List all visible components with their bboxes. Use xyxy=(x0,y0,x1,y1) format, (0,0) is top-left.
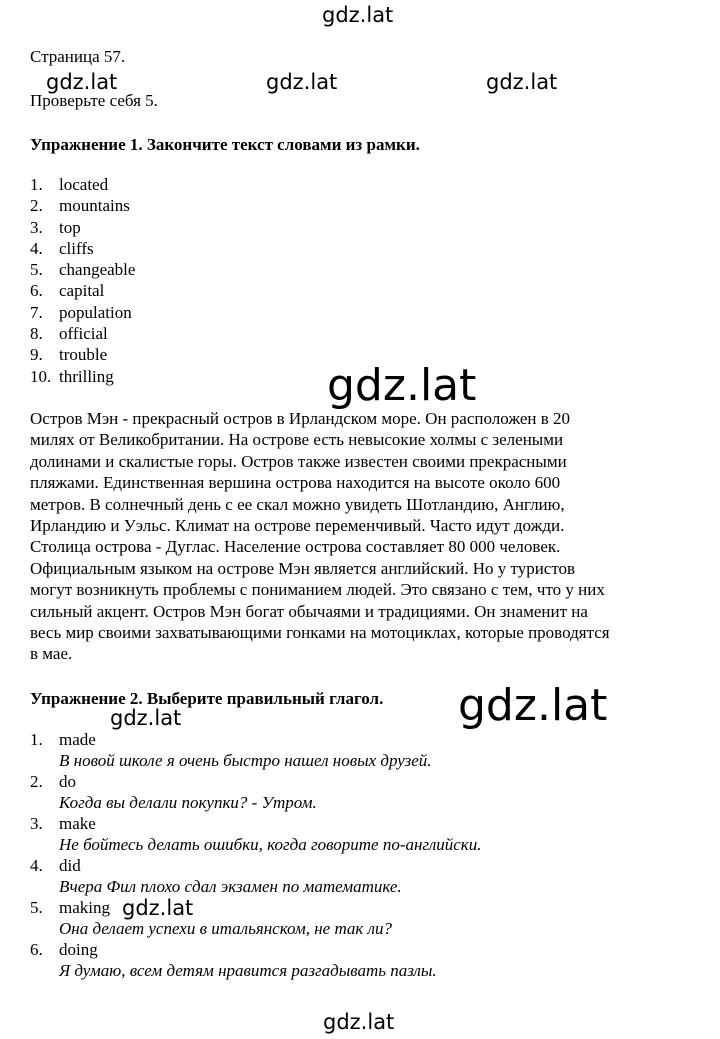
paragraph-line: весь мир своими захватывающими гонками на мотоциклах, которые проводятся xyxy=(30,623,610,643)
item-word: located xyxy=(59,175,109,194)
item-word: cliffs xyxy=(59,238,94,258)
item-word: make xyxy=(59,814,96,833)
item-word: did xyxy=(59,856,81,875)
watermark-row-mid: gdz.lat xyxy=(266,70,338,94)
item-word: mountains xyxy=(59,196,130,216)
item-translation: Не бойтесь делать ошибки, когда говорите по-английски. xyxy=(59,835,482,854)
paragraph-line: сильный акцент. Остров Мэн богат обычаями и традициями. Он знаменит на xyxy=(30,601,588,621)
item-number: 4. xyxy=(30,238,43,258)
item-number: 5. xyxy=(30,898,43,917)
watermark-big-center: gdz.lat xyxy=(327,360,477,411)
item-number: 3. xyxy=(30,217,43,237)
item-word: making xyxy=(59,898,110,917)
paragraph-line: Ирландию и Уэльс. Климат на острове переменчивый. Часто идут дожди. xyxy=(30,516,565,536)
item-number: 7. xyxy=(30,302,43,322)
item-number: 1. xyxy=(30,175,43,194)
item-word: population xyxy=(59,302,132,322)
paragraph-line: метров. В солнечный день с ее скал можно увидеть Шотландию, Англию, xyxy=(30,494,565,514)
paragraph-line: Столица острова - Дуглас. Население острова составляет 80 000 человек. xyxy=(30,537,561,557)
watermark-top: gdz.lat xyxy=(322,3,394,27)
paragraph-line: в мае. xyxy=(30,644,73,664)
item-translation: Я думаю, всем детям нравится разгадывать пазлы. xyxy=(59,961,437,980)
item-number: 1. xyxy=(30,730,43,749)
watermark-bottom: gdz.lat xyxy=(323,1010,395,1034)
item-translation: Когда вы делали покупки? - Утром. xyxy=(59,793,317,812)
watermark-row-right: gdz.lat xyxy=(486,70,558,94)
section-title: Проверьте себя 5. xyxy=(30,91,158,110)
item-translation: Она делает успехи в итальянском, не так ли? xyxy=(59,919,393,938)
watermark-item5-small: gdz.lat xyxy=(122,896,194,920)
paragraph-line: Остров Мэн - прекрасный остров в Ирландском море. Он расположен в 20 xyxy=(30,409,571,428)
item-number: 4. xyxy=(30,856,43,875)
item-word: do xyxy=(59,772,76,791)
item-number: 8. xyxy=(30,324,43,344)
paragraph-line: пляжами. Единственная вершина острова находится на высоте около 600 xyxy=(30,473,561,493)
page-label: Страница 57. xyxy=(30,47,126,66)
exercise1-paragraph xyxy=(30,408,680,665)
item-number: 6. xyxy=(30,281,43,301)
watermark-ex2-small: gdz.lat xyxy=(110,706,182,730)
item-number: 5. xyxy=(30,260,43,280)
item-word: official xyxy=(59,324,108,344)
watermark-row-left: gdz.lat xyxy=(46,70,118,94)
item-word: doing xyxy=(59,940,98,959)
item-word: thrilling xyxy=(59,366,114,386)
paragraph-line: могут возникнуть проблемы с пониманием людей. Это связано с тем, что у них xyxy=(30,580,605,600)
paragraph-line: Официальным языком на острове Мэн является английский. Но у туристов xyxy=(30,558,576,578)
item-word: changeable xyxy=(59,260,136,280)
item-translation: Вчера Фил плохо сдал экзамен по математике. xyxy=(59,877,402,896)
item-word: trouble xyxy=(59,345,108,365)
item-word: made xyxy=(59,730,96,749)
exercise1-title: Упражнение 1. Закончите текст словами из рамки. xyxy=(30,135,420,154)
item-number: 10. xyxy=(30,366,52,386)
paragraph-line: милях от Великобритании. На острове есть невысокие холмы с зелеными xyxy=(30,430,564,450)
item-number: 9. xyxy=(30,345,43,365)
paragraph-line: долинами и скалистые горы. Остров также известен своими прекрасными xyxy=(30,451,567,471)
watermark-big-right: gdz.lat xyxy=(458,680,608,731)
exercise2-title: Упражнение 2. Выберите правильный глагол. xyxy=(30,689,384,708)
item-translation: В новой школе я очень быстро нашел новых друзей. xyxy=(59,751,432,770)
item-number: 2. xyxy=(30,772,43,791)
item-word: top xyxy=(59,217,81,237)
item-number: 3. xyxy=(30,814,43,833)
item-number: 6. xyxy=(30,940,43,959)
item-number: 2. xyxy=(30,196,43,216)
item-word: capital xyxy=(59,281,105,301)
